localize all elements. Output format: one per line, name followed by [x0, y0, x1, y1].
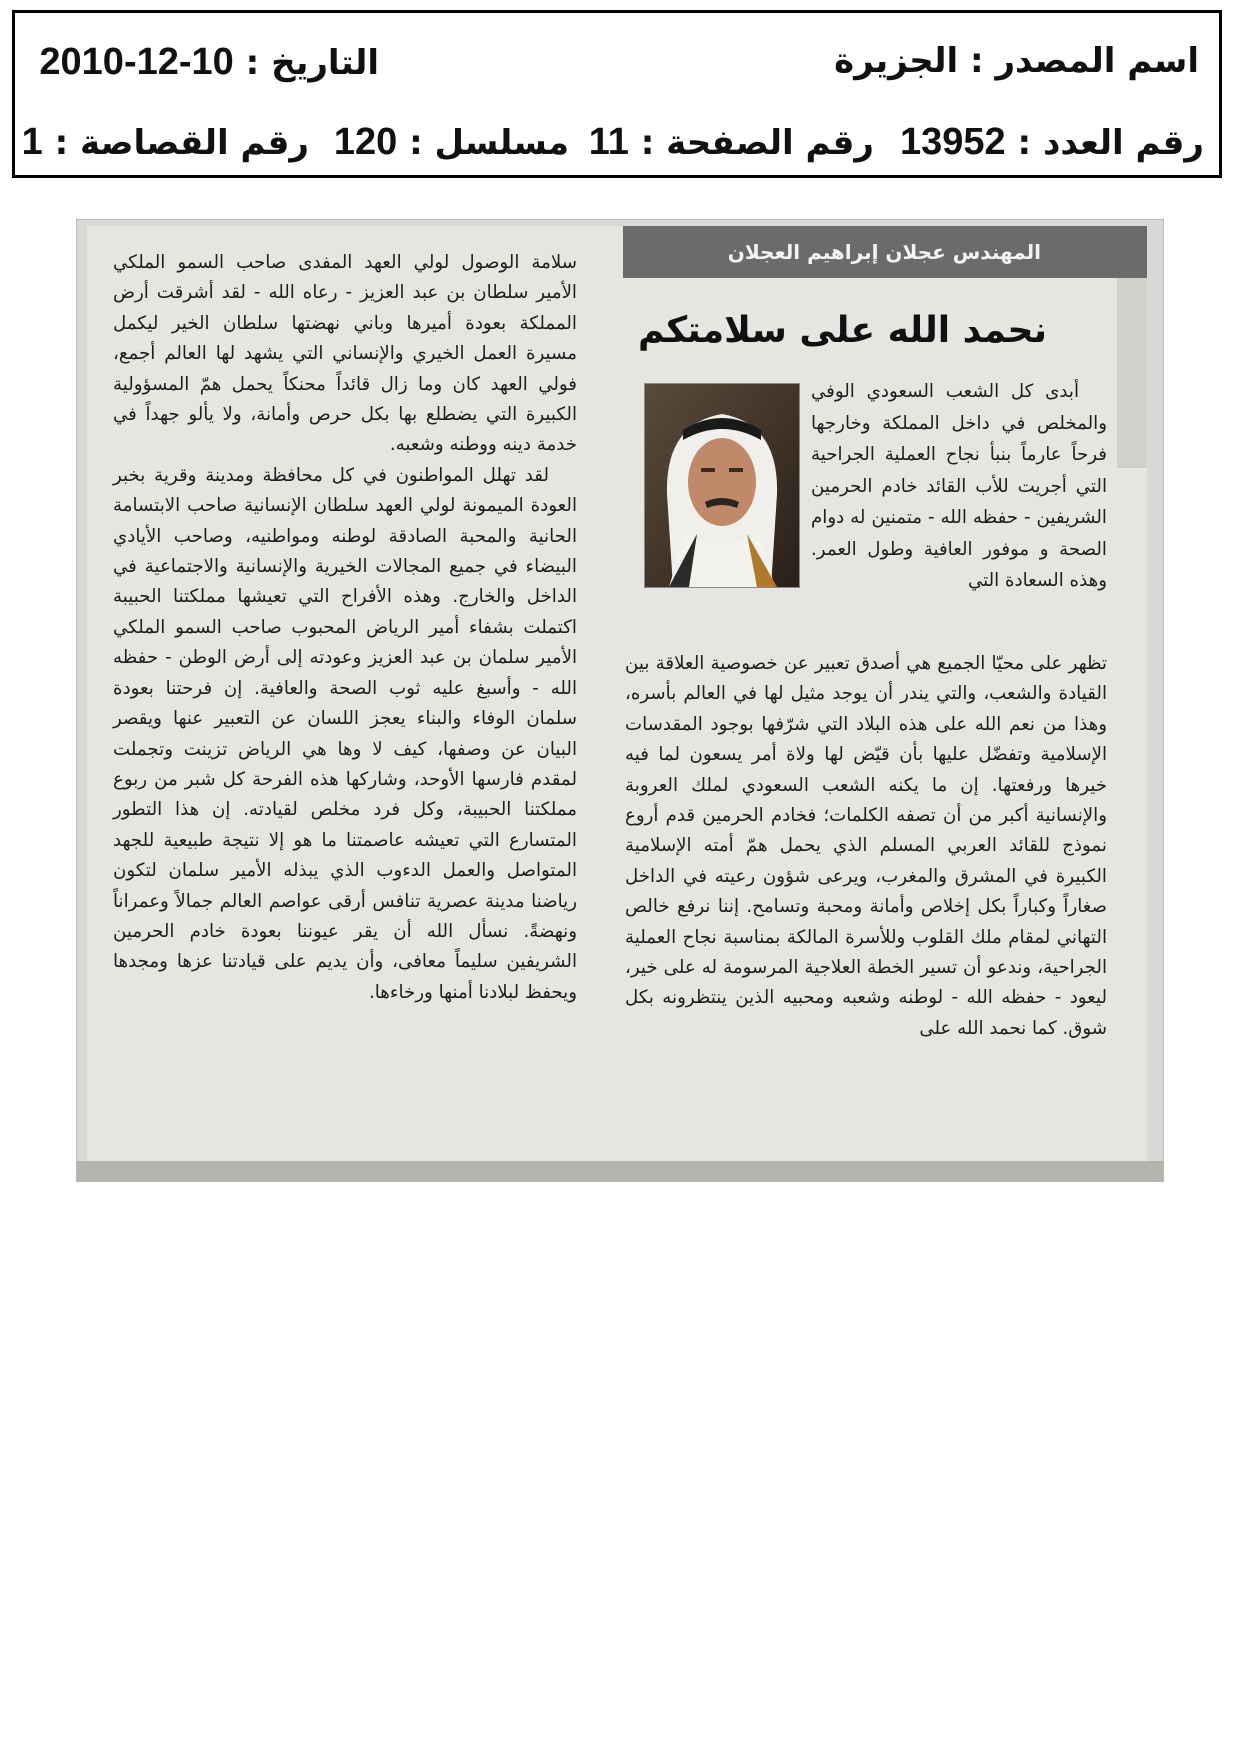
article-intro — [811, 376, 1107, 597]
clipping-bottom-edge — [77, 1161, 1163, 1181]
document-header — [12, 10, 1222, 178]
date-field — [39, 41, 379, 84]
intro-paragraph: أبدى كل الشعب السعودي الوفي والمخلص في داخل المملكة وخارجها فرحاً عارماً بنبأ نجاح العملية الجراحية التي أجريت للأب القائد خادم الحرمين الشريفين - حفظه الله - متمنين له دوام الصحة و موفور العافية وطول العمر. وهذه السعادة التي — [811, 381, 1107, 591]
article-right-column — [625, 649, 1107, 1044]
issue-label: رقم العدد : — [1005, 123, 1204, 163]
clip-label: رقم القصاصة : — [42, 123, 309, 163]
serial-value: 120 — [333, 121, 398, 163]
clipping-page — [87, 226, 1147, 1161]
issue-field — [900, 121, 1204, 164]
left-column-paragraph-2: لقد تهلل المواطنون في كل محافظة ومدينة وقرية بخبر العودة الميمونة لولي العهد سلطان الإنسانية صاحب الابتسامة الحانية والمحبة الصادقة لوطنه ومواطنيه، وصاحب الأيادي البيضاء في جميع المجالات الخيرية والإنسانية والاجتماعية في الداخل والخارج. وهذه الأفراح التي تعيشها مملكتنا الحبيبة اكتملت بشفاء أمير الرياض المحبوب صاحب السمو الملكي الأمير سلمان بن عبد العزيز وعودته إلى أرض الوطن - حفظه الله - وأسبغ عليه ثوب الصحة والعافية. إن فرحتنا بعودة سلمان الوفاء والبناء يعجز اللسان عن التعبير عنها ويقصر البيان عن وصفها، كيف لا وها هي الرياض تزينت وتجملت لمقدم فارسها الأوحد، وشاركها هذه الفرحة كل شبر من ربوع مملكتنا الحبيبة، وكل فرد مخلص لقيادته. إن هذا التطور المتسارع التي تعيشه عاصمتنا ما هو إلا نتيجة طبيعية للجهد المتواصل والعمل الدءوب الذي يبذله الأمير سلمان لتكون رياضنا مدينة عصرية تنافس أرقى عواصم العالم جمالاً وعمراناً ونهضةً. نسأل الله أن يقر عيوننا بعودة خادم الحرمين الشريفين سليماً معافى، وأن يديم على قيادتنا عزها ومجدها ويحفظ لبلادنا أمنها ورخاءها. — [113, 464, 577, 1003]
date-value: 10-12-2010 — [39, 41, 234, 83]
author-name: المهندس عجلان إبراهيم العجلان — [727, 240, 1041, 264]
author-photo — [644, 383, 800, 588]
page-value: 11 — [588, 121, 629, 163]
header-row-2 — [15, 121, 1219, 177]
newspaper-clipping — [76, 219, 1164, 1182]
right-column-paragraph: تظهر على محيّا الجميع هي أصدق تعبير عن خصوصية العلاقة بين القيادة والشعب، والتي يندر أن يوجد مثيل لها في العالم بأسره، وهذا من نعم الله على هذه البلاد التي شرّفها بوجود المقدسات الإسلامية وتفضّل عليها بأن قيّض لها ولاة أمر يسعون لما فيه خيرها ورفعتها. إن ما يكنه الشعب السعودي لملك العروبة والإنسانية أكبر من أن تصفه الكلمات؛ فخادم الحرمين قدم أروع نموذج للقائد العربي المسلم الذي يحمل همّ أمته الإسلامية الكبيرة في المشرق والمغرب، ويرعى شؤون رعيته في الداخل صغاراً وكباراً بكل إخلاص وأمانة ومحبة وتسامح. إننا نرفع خالص التهاني لمقام ملك القلوب وللأسرة المالكة بمناسبة نجاح العملية الجراحية، وندعو أن تسير الخطة العلاجية المرسومة له على خير، ليعود - حفظه الله - لوطنه وشعبه ومحبيه الذين ينتظرونه بكل شوق. كما نحمد الله على — [625, 653, 1107, 1039]
issue-value: 13952 — [900, 121, 1006, 163]
page-field — [589, 121, 874, 164]
article-title: نحمد الله على سلامتكم — [638, 310, 1047, 351]
left-column-paragraph-1: سلامة الوصول لولي العهد المفدى صاحب السمو الملكي الأمير سلطان بن عبد العزيز - رعاه الله - لقد أشرقت أرض المملكة بعودة أميرها وباني نهضتها سلطان الخير ليكمل مسيرة العمل الخيري والإنساني التي يشهد لها العالم أجمع، فولي العهد كان وما زال قائداً محنكاً يحمل همّ المسؤولية الكبيرة التي يضطلع بها بكل حرص وأمانة، ولا يألو جهداً في خدمة دينه ووطنه وشعبه. — [113, 252, 577, 456]
serial-field — [334, 121, 569, 164]
source-field — [834, 41, 1199, 81]
page-label: رقم الصفحة : — [628, 123, 874, 163]
clip-field — [22, 121, 309, 164]
author-bar — [623, 226, 1147, 278]
source-value: الجزيرة — [834, 41, 959, 81]
portrait-image — [645, 384, 799, 587]
date-label: التاريخ : — [233, 43, 379, 83]
article-left-column — [113, 248, 577, 1008]
adjacent-column-strip — [1117, 278, 1147, 468]
serial-label: مسلسل : — [397, 123, 569, 163]
source-label: اسم المصدر : — [958, 41, 1199, 81]
header-row-1 — [15, 41, 1219, 97]
clip-value: 1 — [21, 121, 43, 163]
